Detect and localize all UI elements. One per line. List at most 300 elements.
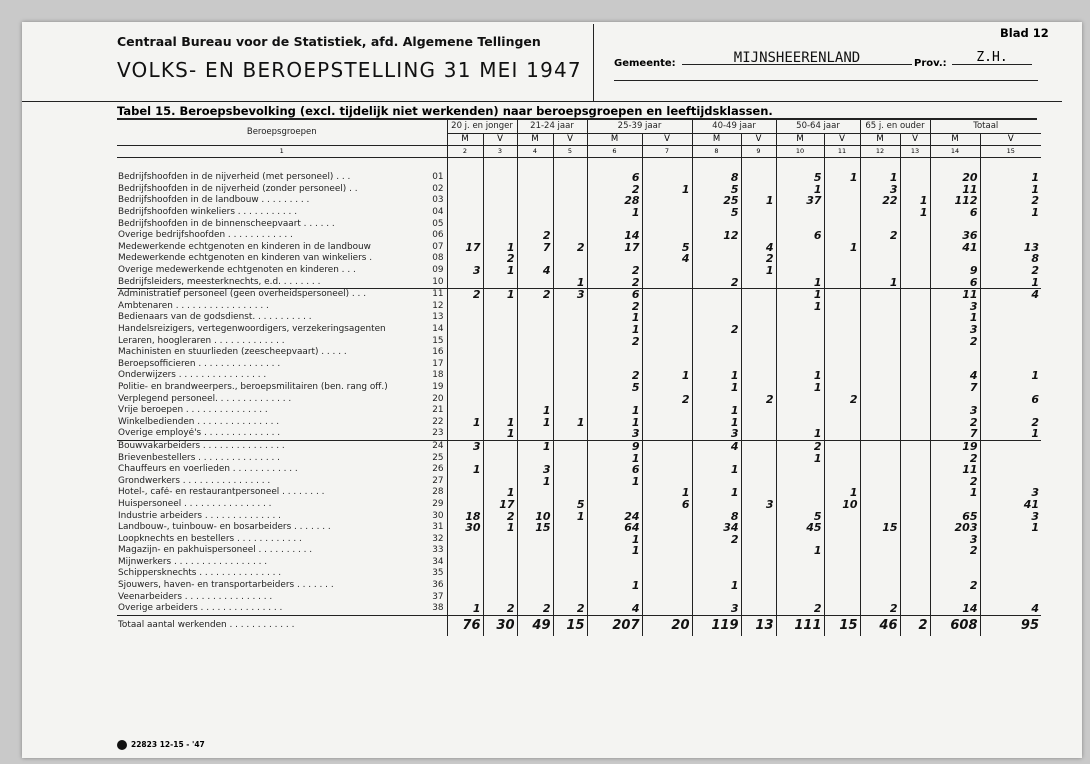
cell-value: 2 [930,475,980,487]
row-label: Bedrijfsleiders, meesterknechts, e.d. . . . . . . . [118,276,321,287]
cell-value [741,440,776,452]
cell-value: 2 [517,603,553,615]
cell-value [517,533,553,545]
cell-value: 3 [447,440,483,452]
sex-header: M [517,134,553,146]
cell-value: 37 [776,195,824,207]
cell-value [900,370,930,382]
cell-value [900,499,930,511]
cell-value [692,218,741,230]
cell-value [824,347,860,359]
cell-value [553,557,587,569]
cell-value: 4 [692,440,741,452]
cell-value: 1 [980,428,1041,440]
cell-value [824,591,860,603]
cell-value [776,499,824,511]
cell-value: 15 [860,522,900,534]
cell-value [741,218,776,230]
cell-value [980,405,1041,417]
province-label: Prov.: [914,58,947,69]
cell-value [553,265,587,277]
column-number: 9 [741,146,776,158]
cell-value [776,533,824,545]
cell-value [642,265,692,277]
cell-value [447,312,483,324]
cell-value [741,487,776,499]
cell-value [860,242,900,254]
cell-value [642,335,692,347]
cell-value [692,347,741,359]
cell-value: 17 [587,242,642,254]
cell-value: 3 [447,265,483,277]
cell-value: 17 [447,242,483,254]
cell-value [642,416,692,428]
cell-value: 4 [980,603,1041,615]
cell-value: 2 [517,288,553,300]
cell-value [930,253,980,265]
cell-value [517,172,553,184]
cell-value [741,405,776,417]
cell-value [741,301,776,313]
cell-value [642,591,692,603]
cell-value [517,184,553,196]
cell-value [860,265,900,277]
row-label: Bouwvakarbeiders . . . . . . . . . . . . . . . [117,440,427,452]
cell-value: 1 [553,416,587,428]
cell-value: 7 [517,242,553,254]
cell-value [741,545,776,557]
column-number: 2 [447,146,483,158]
cell-value: 1 [776,301,824,313]
cell-value [587,359,642,371]
table-row [117,312,1041,324]
row-number: 01 [432,172,444,183]
cell-value [860,324,900,336]
cell-value: 5 [776,172,824,184]
cell-value [824,312,860,324]
row-label: Handelsreizigers, vertegenwoordigers, verzekeringsagenten [118,324,386,335]
cell-value [483,533,517,545]
cell-value: 1 [930,312,980,324]
cell-value [483,568,517,580]
cell-value [980,359,1041,371]
age-header: 40-49 jaar [692,120,776,134]
cell-value [824,452,860,464]
cell-value: 2 [776,440,824,452]
cell-value [517,557,553,569]
cell-value: 1 [483,487,517,499]
cell-value [776,591,824,603]
row-label: Hotel-, café- en restaurantpersoneel . . . . . . . . [118,487,325,498]
cell-value [517,591,553,603]
cell-value: 4 [980,288,1041,300]
cell-value: 5 [587,382,642,394]
cell-value [553,580,587,592]
row-number: 17 [432,358,444,369]
cell-value: 2 [587,370,642,382]
row-number: 04 [432,207,444,218]
cell-value [692,499,741,511]
cell-value: 2 [553,242,587,254]
sex-header: V [553,134,587,146]
gemeente-label: Gemeente: [614,58,676,69]
cell-value [900,382,930,394]
cell-value [642,195,692,207]
cell-value [483,464,517,476]
cell-value: 1 [776,370,824,382]
total-row [117,615,1041,636]
cell-value [642,405,692,417]
cell-value: 65 [930,510,980,522]
cell-value: 119 [692,615,741,636]
cell-value [980,324,1041,336]
cell-value [930,568,980,580]
row-label: Chauffeurs en voerlieden . . . . . . . . . . . . [118,464,298,475]
cell-value: 41 [930,242,980,254]
age-header: 65 j. en ouder [860,120,930,134]
row-label: Overige medewerkende echtgenoten en kinderen . . . [118,265,356,276]
table-row [117,184,1041,196]
cell-value: 1 [483,288,517,300]
table-row [117,499,1041,511]
row-label: Onderwijzers . . . . . . . . . . . . . . . . [118,370,267,381]
cell-value: 15 [517,522,553,534]
cell-value [447,230,483,242]
table-row [117,522,1041,534]
cell-value: 3 [741,499,776,511]
row-number: 09 [432,265,444,276]
cell-value: 20 [642,615,692,636]
cell-value [447,324,483,336]
cell-value [860,557,900,569]
cell-value [517,580,553,592]
row-number: 30 [432,510,444,521]
cell-value [980,464,1041,476]
row-label: Overige bedrijfshoofden . . . . . . . . . . . . [118,230,293,241]
sex-header: M [776,134,824,146]
cell-value [930,591,980,603]
row-number: 07 [432,241,444,252]
cell-value: 1 [692,487,741,499]
cell-value [692,452,741,464]
cell-value: 1 [900,195,930,207]
cell-value: 1 [692,416,741,428]
cell-value [483,591,517,603]
cell-value [776,416,824,428]
cell-value [517,276,553,288]
age-header-row [117,120,1041,134]
cell-value [447,207,483,219]
cell-value [824,405,860,417]
cell-value: 2 [483,603,517,615]
cell-value [447,382,483,394]
cell-value [824,545,860,557]
cell-value: 22 [860,195,900,207]
cell-value: 5 [642,242,692,254]
cell-value [824,510,860,522]
cell-value [553,324,587,336]
cell-value [447,393,483,405]
cell-value [483,393,517,405]
cell-value [517,335,553,347]
cell-value [642,347,692,359]
cell-value [587,557,642,569]
cell-value: 2 [900,615,930,636]
cell-value: 5 [553,499,587,511]
cell-value [517,253,553,265]
cell-value [483,301,517,313]
cell-value [900,335,930,347]
cell-value [860,545,900,557]
cell-value [483,580,517,592]
cell-value: 2 [776,603,824,615]
cell-value [900,312,930,324]
cell-value: 46 [860,615,900,636]
cell-value [692,359,741,371]
cell-value: 1 [517,440,553,452]
cell-value [776,324,824,336]
census-form [22,22,1082,758]
cell-value [741,172,776,184]
cell-value [692,288,741,300]
cell-value [741,276,776,288]
cell-value [553,301,587,313]
cell-value: 76 [447,615,483,636]
cell-value: 1 [587,475,642,487]
cell-value: 6 [587,172,642,184]
row-label: Veenarbeiders . . . . . . . . . . . . . . . . [118,591,273,602]
cell-value [824,522,860,534]
cell-value [741,533,776,545]
cell-value [930,499,980,511]
cell-value [776,218,824,230]
cell-value [553,440,587,452]
cell-value [642,207,692,219]
age-header: Totaal [930,120,1041,134]
cell-value [642,359,692,371]
table-row [117,440,1041,452]
cell-value [900,405,930,417]
sex-header: V [741,134,776,146]
cell-value [980,230,1041,242]
cell-value: 1 [483,428,517,440]
cell-value [860,218,900,230]
cell-value [517,207,553,219]
cell-value [483,347,517,359]
table-row [117,359,1041,371]
cell-value [824,195,860,207]
cell-value: 6 [980,393,1041,405]
cell-value [741,288,776,300]
row-number: 20 [432,393,444,404]
cell-value [741,312,776,324]
table-row [117,288,1041,300]
cell-value [553,533,587,545]
cell-value [980,382,1041,394]
sex-header: M [587,134,642,146]
cell-value [553,568,587,580]
cell-value [900,242,930,254]
cell-value [553,230,587,242]
cell-value [553,545,587,557]
cell-value [824,440,860,452]
cell-value [447,499,483,511]
cell-value: 1 [776,276,824,288]
cell-value [860,440,900,452]
cell-value [447,335,483,347]
row-label: Medewerkende echtgenoten en kinderen in de landbouw [118,241,371,252]
cell-value [900,475,930,487]
cell-value [980,301,1041,313]
cell-value [741,510,776,522]
table-row [117,533,1041,545]
cell-value [483,405,517,417]
table-row [117,207,1041,219]
cell-value [642,324,692,336]
occupation-table [117,120,1041,636]
cell-value: 30 [483,615,517,636]
table-row [117,591,1041,603]
cell-value [980,591,1041,603]
cell-value [483,276,517,288]
cell-value [824,230,860,242]
cell-value [553,312,587,324]
cell-value: 18 [447,510,483,522]
cell-value [447,557,483,569]
cell-value: 3 [692,603,741,615]
cell-value [824,603,860,615]
cell-value [741,568,776,580]
cell-value: 95 [980,615,1041,636]
cell-value [930,347,980,359]
cell-value: 1 [447,416,483,428]
cell-value [824,218,860,230]
cell-value: 6 [930,207,980,219]
cell-value [900,487,930,499]
row-number: 33 [432,545,444,556]
cell-value: 1 [587,324,642,336]
cell-value [824,301,860,313]
row-label: Ambtenaren . . . . . . . . . . . . . . . . . [118,300,269,311]
cell-value [692,568,741,580]
cell-value [483,370,517,382]
cell-value: 4 [930,370,980,382]
cell-value [860,301,900,313]
cell-value: 1 [517,405,553,417]
cell-value [553,184,587,196]
row-number: 13 [432,312,444,323]
cell-value [824,253,860,265]
row-number: 12 [432,300,444,311]
row-label: Schippersknechts . . . . . . . . . . . . . . . [118,568,282,579]
row-number: 32 [432,533,444,544]
cell-value: 15 [824,615,860,636]
cell-value [900,591,930,603]
cell-value: 7 [930,382,980,394]
cell-value [517,382,553,394]
cell-value: 1 [692,405,741,417]
cell-value: 1 [587,405,642,417]
cell-value [900,568,930,580]
cell-value [553,195,587,207]
table-row [117,230,1041,242]
cell-value [824,464,860,476]
cell-value [741,522,776,534]
cell-value [517,370,553,382]
column-number: 8 [692,146,741,158]
cell-value [860,253,900,265]
cell-value: 14 [587,230,642,242]
cell-value: 2 [447,288,483,300]
cell-value: 2 [930,580,980,592]
cell-value: 1 [642,487,692,499]
age-header: 25-39 jaar [587,120,692,134]
cell-value [776,393,824,405]
cell-value [900,452,930,464]
cell-value: 203 [930,522,980,534]
cell-value: 41 [980,499,1041,511]
cell-value [483,452,517,464]
cell-value [483,440,517,452]
cell-value: 8 [980,253,1041,265]
sex-header: V [824,134,860,146]
cell-value: 6 [776,230,824,242]
cell-value: 1 [483,265,517,277]
cell-value [900,533,930,545]
cell-value [980,440,1041,452]
cell-value [447,545,483,557]
sex-header: V [483,134,517,146]
cell-value [692,312,741,324]
cell-value [980,335,1041,347]
form-title: VOLKS- EN BEROEPSTELLING 31 MEI 1947 [117,58,582,82]
table-row [117,405,1041,417]
cell-value [860,591,900,603]
cell-value: 1 [692,580,741,592]
table-title: Tabel 15. Beroepsbevolking (excl. tijdelijk niet werkenden) naar beroepsgroepen en leeftijdsklassen. [117,104,773,118]
cell-value [553,207,587,219]
cell-value [447,591,483,603]
cell-value: 1 [483,416,517,428]
cell-value [776,568,824,580]
cell-value [483,545,517,557]
sex-header: M [860,134,900,146]
cell-value: 1 [980,207,1041,219]
cell-value [741,428,776,440]
cell-value: 1 [741,195,776,207]
cell-value [741,603,776,615]
cell-value: 19 [930,440,980,452]
cell-value [980,312,1041,324]
table-row [117,393,1041,405]
cell-value [900,393,930,405]
cell-value: 1 [483,522,517,534]
cell-value: 1 [517,475,553,487]
cell-value [483,335,517,347]
cell-value: 3 [980,487,1041,499]
cell-value: 9 [930,265,980,277]
cell-value: 1 [483,242,517,254]
row-number: 18 [432,370,444,381]
cell-value: 6 [930,276,980,288]
row-number: 31 [432,522,444,533]
cell-value [517,324,553,336]
cell-value: 2 [741,253,776,265]
row-label: Huispersoneel . . . . . . . . . . . . . . . . [118,498,272,509]
row-number: 37 [432,591,444,602]
cell-value: 14 [930,603,980,615]
cell-value [553,591,587,603]
